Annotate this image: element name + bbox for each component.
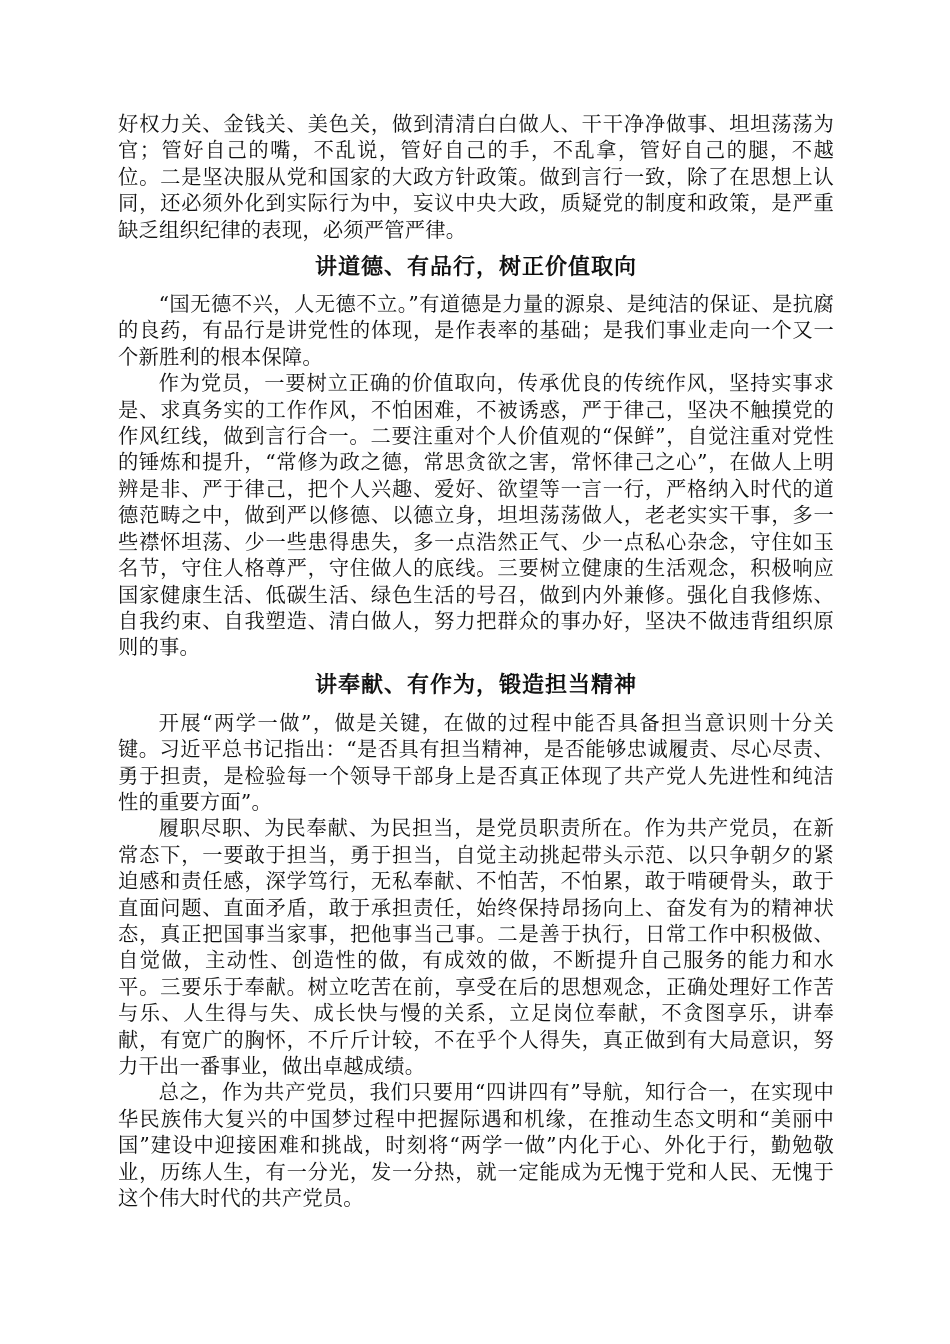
paragraph-continued: 好权力关、金钱关、美色关，做到清清白白做人、干干净净做事、坦坦荡荡为官；管好自己的嘴，不乱说，管好自己的手，不乱拿，管好自己的腿，不越位。二是坚决服从党和国家的大政方针政策。做到言行一致，除了在思想上认同，还必须外化到实际行为中，妄议中央大政，质疑党的制度和政策，是严重缺乏组织纪律的表现，必须严管严律。 [118, 112, 834, 242]
paragraph-dedication-body: 履职尽职、为民奉献、为民担当，是党员职责所在。作为共产党员，在新常态下，一要敢于担当，勇于担当，自觉主动挑起带头示范、以只争朝夕的紧迫感和责任感，深学笃行，无私奉献、不怕苦，不怕累，敢于啃硬骨头，敢于直面问题、直面矛盾，敢于承担责任，始终保持昂扬向上、奋发有为的精神状态，真正把国事当家事，把他事当己事。二是善于执行，日常工作中积极做、自觉做，主动性、创造性的做，有成效的做，不断提升自己服务的能力和水平。三要乐于奉献。树立吃苦在前，享受在后的思想观念，正确处理好工作苦与乐、人生得与失、成长快与慢的关系，立足岗位奉献，不贪图享乐，讲奉献，有宽广的胸怀，不斤斤计较，不在乎个人得失，真正做到有大局意识，努力干出一番事业，做出卓越成绩。 [118, 816, 834, 1078]
paragraph-dedication-intro: 开展“两学一做”，做是关键，在做的过程中能否具备担当意识则十分关键。习近平总书记指出：“是否具有担当精神，是否能够忠诚履责、尽心尽责、勇于担责，是检验每一个领导干部身上是否真正体现了共产党人先进性和纯洁性的重要方面”。 [118, 710, 834, 814]
section-heading-dedication: 讲奉献、有作为，锻造担当精神 [314, 672, 637, 698]
section-heading-morality: 讲道德、有品行，树正价值取向 [314, 255, 637, 281]
document-page [118, 111, 834, 1211]
paragraph-conclusion: 总之，作为共产党员，我们只要用“四讲四有”导航，知行合一，在实现中华民族伟大复兴的中国梦过程中把握际遇和机缘，在推动生态文明和“美丽中国”建设中迎接困难和挑战，时刻将“两学一做”内化于心、外化于行，勤勉敬业，历练人生，有一分光，发一分热，就一定能成为无愧于党和人民、无愧于这个伟大时代的共产党员。 [118, 1080, 834, 1211]
paragraph-morality-body: 作为党员，一要树立正确的价值取向，传承优良的传统作风，坚持实事求是、求真务实的工作作风，不怕困难，不被诱惑，严于律己，坚决不触摸党的作风红线，做到言行合一。二要注重对个人价值观的“保鲜”，自觉注重对党性的锤炼和提升，“常修为政之德，常思贪欲之害，常怀律己之心”，在做人上明辨是非、严于律己，把个人兴趣、爱好、欲望等一言一行，严格纳入时代的道德范畴之中，做到严以修德、以德立身，坦坦荡荡做人，老老实实干事，多一些襟怀坦荡、少一些患得患失，多一点浩然正气、少一点私心杂念，守住如玉名节，守住人格尊严，守住做人的底线。三要树立健康的生活观念，积极响应国家健康生活、低碳生活、绿色生活的号召，做到内外兼修。强化自我修炼、自我约束、自我塑造、清白做人，努力把群众的事办好，坚决不做违背组织原则的事。 [118, 371, 834, 660]
paragraph-morality-intro: “国无德不兴，人无德不立。”有道德是力量的源泉、是纯洁的保证、是抗腐的良药，有品行是讲党性的体现，是作表率的基础；是我们事业走向一个又一个新胜利的根本保障。 [118, 292, 834, 369]
